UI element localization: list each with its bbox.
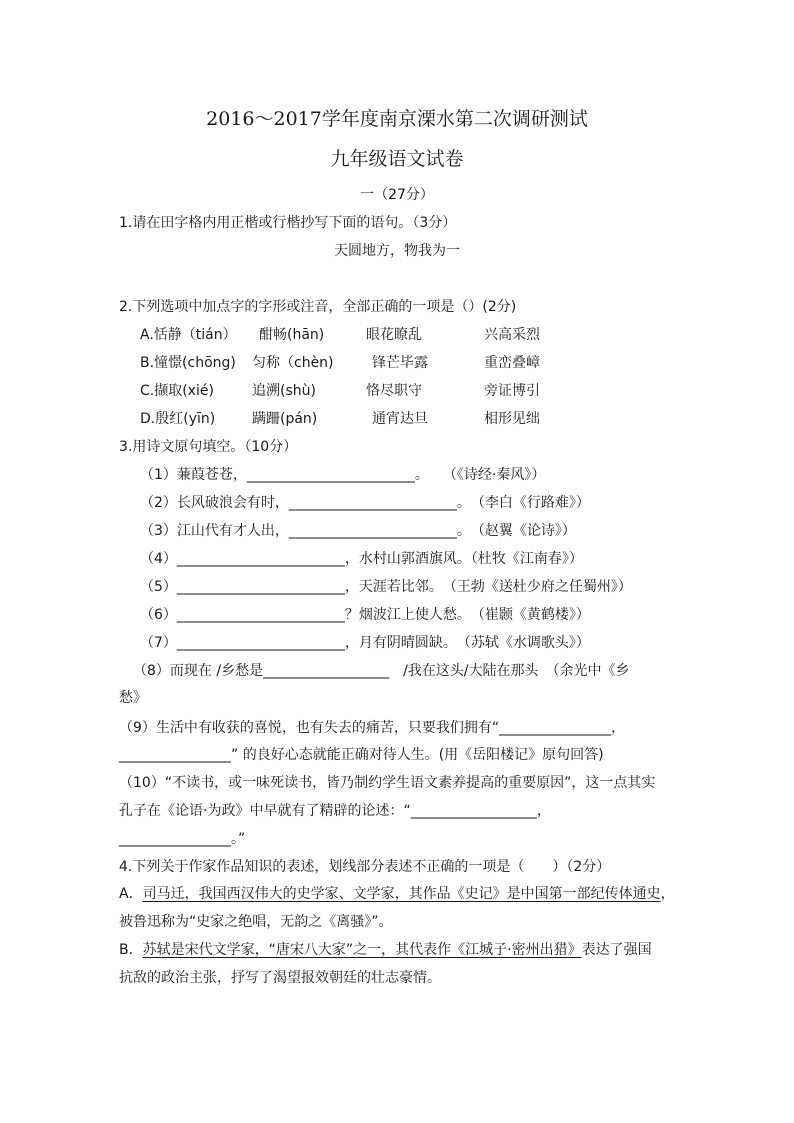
option-b-4: 重峦叠嶂 [484,355,540,371]
exam-title: 2016～2017学年度南京溧水第二次调研测试 [206,108,588,130]
question-3-stem: 3.用诗文原句填空。（10分） [119,439,298,455]
fill-line-8: （8）而现在 /乡愁是__________________ /我在这头/大陆在那头 （余光中《乡 [133,663,630,679]
option-b-underlined: 苏轼是宋代文学家，“唐宋八大家”之一，其代表作《江城子·密州出猎》 [142,942,582,958]
question-1-text: 天圆地方，物我为一 [334,243,460,259]
fill-line-5: （5）________________________，天涯若比邻。 （王勃《送杜少府之任蜀州》） [140,579,632,595]
fill-line-10-cont: 孔子在《论语·为政》中早就有了精辟的论述：“__________________， [119,803,551,819]
option-b-end: 表达了强国 [581,942,652,958]
option-a-end: ， [660,886,675,902]
fill-line-7: （7）________________________，月有阴晴圆缺。 （苏轼《水调歌头》） [140,635,590,651]
option-b-statement [119,941,652,959]
option-b-2: 匀称（chèn) [252,355,334,371]
option-b-cont: 抗敌的政治主张，抒写了渴望报效朝廷的壮志豪情。 [119,970,441,986]
option-b-label: B． [119,942,143,958]
section-heading: 一（27分） [360,187,434,203]
fill-line-4: （4）________________________，水村山郭酒旗风。（杜牧《江南春》） [140,551,583,567]
fill-line-2: （2）长风破浪会有时，________________________。 （李白《行路难》） [140,495,590,511]
option-c-4: 旁证博引 [484,383,540,399]
option-d-4: 相形见绌 [484,411,540,427]
option-c-1: C.撷取(xié) [140,383,214,399]
option-a-4: 兴高采烈 [484,327,540,343]
question-2-stem: 2.下列选项中加点字的字形或注音，全部正确的一项是（）(2分) [119,299,517,315]
fill-line-9-cont: ________________” 的良好心态就能正确对待人生。(用《岳阳楼记》原句回答) [119,747,604,763]
question-1-stem: 1.请在田字格内用正楷或行楷抄写下面的语句。（3分） [119,215,457,231]
option-d-3: 通宵达旦 [372,411,428,427]
fill-line-3: （3）江山代有才人出，________________________。 （赵翼《论诗》） [140,523,576,539]
option-a-cont: 被鲁迅称为“史家之绝唱，无韵之《离骚》”。 [119,914,393,930]
option-a-label: A． [119,886,143,902]
option-a-2: 酣畅(hān) [259,327,325,343]
option-a-1: A.恬静（tián） [140,327,237,343]
option-b-1: B.憧憬(chōng) [140,355,236,371]
fill-line-10-end: ________________。” [119,831,246,847]
option-c-2: 追溯(shù) [252,383,316,399]
fill-line-9: （9）生活中有收获的喜悦，也有失去的痛苦，只要我们拥有“________________， [119,720,626,736]
fill-line-6: （6）________________________？烟波江上使人愁。 （崔颢《黄鹤楼》） [140,607,590,623]
fill-line-10: （10）“不读书，或一味死读书，皆乃制约学生语文素养提高的重要原因”，这一点其实 [119,775,656,791]
exam-subtitle: 九年级语文试卷 [330,148,464,170]
fill-line-1: （1）蒹葭苍苍，________________________。 （《诗经·秦风》） [140,467,546,483]
option-a-underlined: 司马迁，我国西汉伟大的史学家、文学家，其作品《史记》是中国第一部纪传体通史 [142,886,661,902]
fill-line-8-cont: 愁》 [119,690,147,706]
option-a-statement [119,885,675,903]
option-d-2: 蹒跚(pán) [252,411,318,427]
question-4-stem: 4.下列关于作家作品知识的表述，划线部分表述不正确的一项是（ ）（2分） [119,859,611,875]
option-c-3: 恪尽职守 [366,383,422,399]
option-a-3: 眼花瞭乱 [366,327,422,343]
option-d-1: D.殷红(yīn) [140,411,216,427]
option-b-3: 锋芒毕露 [372,355,428,371]
